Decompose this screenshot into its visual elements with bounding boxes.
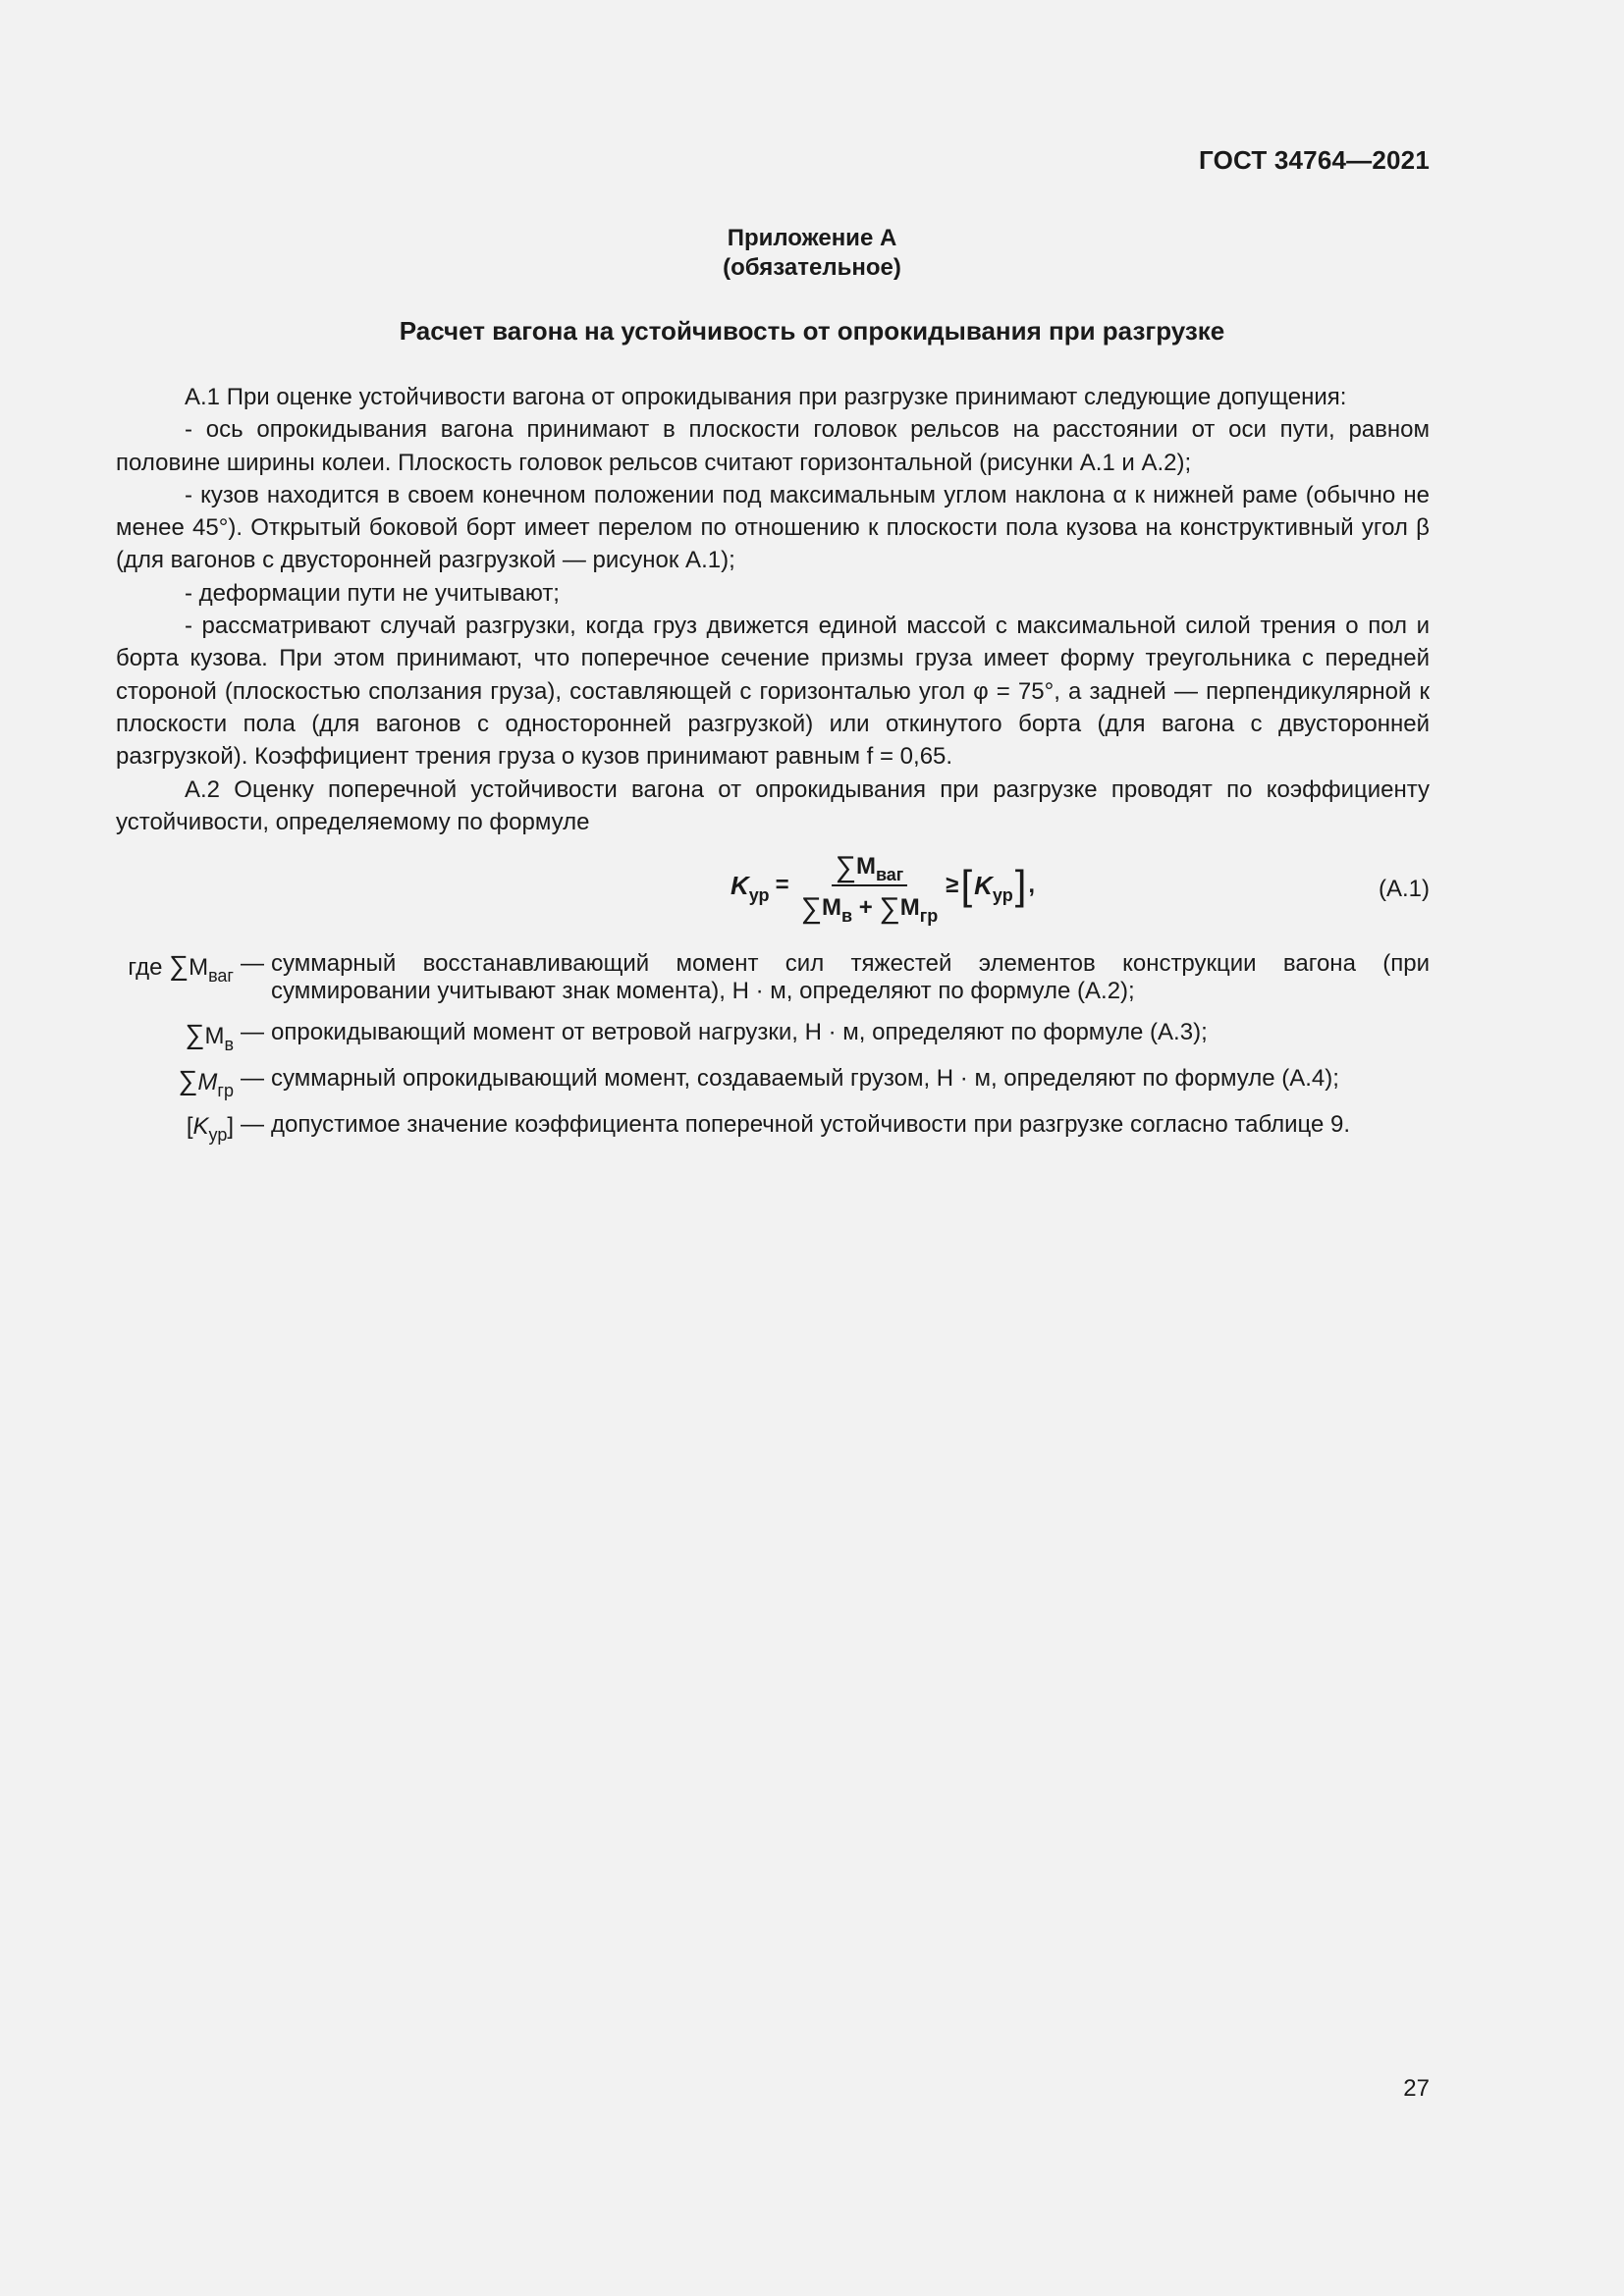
definition-dash: — xyxy=(241,1065,264,1092)
page-number: 27 xyxy=(1403,2075,1430,2102)
formula-a1 xyxy=(116,846,1430,925)
definition-row xyxy=(116,1019,1430,1054)
annex-title: Приложение А xyxy=(727,225,897,251)
definition-text: суммарный опрокидывающий момент, создаваемый грузом, Н · м, определяют по формуле (А.4); xyxy=(271,1065,1339,1092)
definition-term: $[K_{ур}]$ xyxy=(186,1113,234,1145)
formula-comma: , xyxy=(1028,872,1036,898)
definition-dash: — xyxy=(241,1019,264,1045)
paragraph-a1: А.1 При оценке устойчивости вагона от опрокидывания при разгрузке принимают следующие допущения: xyxy=(185,384,1347,410)
formula-numerator: $\sum M_{ваг}$ xyxy=(832,848,908,886)
bullet-axis: - ось опрокидывания вагона принимают в плоскости головок рельсов на расстоянии от оси пути, равном половине ширины колеи. Плоскость головок рельсов считают горизонтальной (рисунки А.1 и А.2); xyxy=(116,416,1430,476)
definition-text: опрокидывающий момент от ветровой нагрузки, Н · м, определяют по формуле (А.3); xyxy=(271,1019,1208,1045)
formula-expression xyxy=(731,846,1035,925)
bullet-unloading-case: - рассматривают случай разгрузки, когда груз движется единой массой с максимальной силой трения о пол и борта кузова. При этом принимают, что поперечное сечение призмы груза имеет форму треугольника с передней стороной (плоскостью сползания груза), составляющей с горизонталью угол φ = 75°, а задней — перпендикулярной к плоскости пола (для вагонов с односторонней разгрузкой) или откинутого борта (для вагона с двусторонней разгрузкой). Коэффициент трения груза о кузов принимают равным f = 0,65. xyxy=(116,613,1430,771)
body-text xyxy=(116,381,1430,838)
bullet-track-deformation: - деформации пути не учитывают; xyxy=(185,579,560,607)
definition-text: суммарный восстанавливающий момент сил тяжестей элементов конструкции вагона (при суммировании учитывают знак момента), Н · м, определяют по формуле (А.2); xyxy=(271,950,1430,1004)
definition-term: $\sum M_{гр}$ xyxy=(178,1065,234,1100)
annex-heading xyxy=(0,224,1624,283)
formula-fraction xyxy=(800,848,939,926)
formula-ge: ≥ xyxy=(946,872,959,898)
formula-rhs: $K_{ур}$ xyxy=(974,870,1013,905)
symbol-definitions xyxy=(116,950,1430,1145)
definition-row xyxy=(116,950,1430,1005)
formula-number: (А.1) xyxy=(1378,876,1430,902)
section-title: Расчет вагона на устойчивость от опрокидывания при разгрузке xyxy=(399,316,1225,346)
definition-dash: — xyxy=(241,1111,264,1138)
bullet-body-position: - кузов находится в своем конечном положении под максимальным углом наклона α к нижней раме (обычно не менее 45°). Открытый боковой борт имеет перелом по отношению к плоскости пола кузова на конструктивный угол β (для вагонов с двусторонней разгрузкой — рисунок А.1); xyxy=(116,481,1430,574)
definition-text: допустимое значение коэффициента поперечной устойчивости при разгрузке согласно таблице 9. xyxy=(271,1111,1351,1138)
paragraph-a2: А.2 Оценку поперечной устойчивости вагона от опрокидывания при разгрузке проводят по коэффициенту устойчивости, определяемому по формуле xyxy=(116,775,1430,835)
definition-dash: — xyxy=(241,950,264,977)
formula-left-bracket: [ xyxy=(960,862,973,908)
formula-denominator: $\sum M_в + \sum M_{гр}$ xyxy=(800,892,939,926)
formula-lhs: $K_{ур}$ xyxy=(731,870,770,905)
formula-right-bracket: ] xyxy=(1014,862,1027,908)
document-id-header: ГОСТ 34764—2021 xyxy=(1199,145,1430,175)
definition-row xyxy=(116,1065,1430,1100)
annex-kind: (обязательное) xyxy=(723,254,901,281)
definition-term: где $\sum M_{ваг}$ xyxy=(128,950,234,986)
definition-term: $\sum M_в$ xyxy=(185,1019,234,1054)
formula-equals: = xyxy=(775,872,789,898)
definition-row xyxy=(116,1111,1430,1145)
